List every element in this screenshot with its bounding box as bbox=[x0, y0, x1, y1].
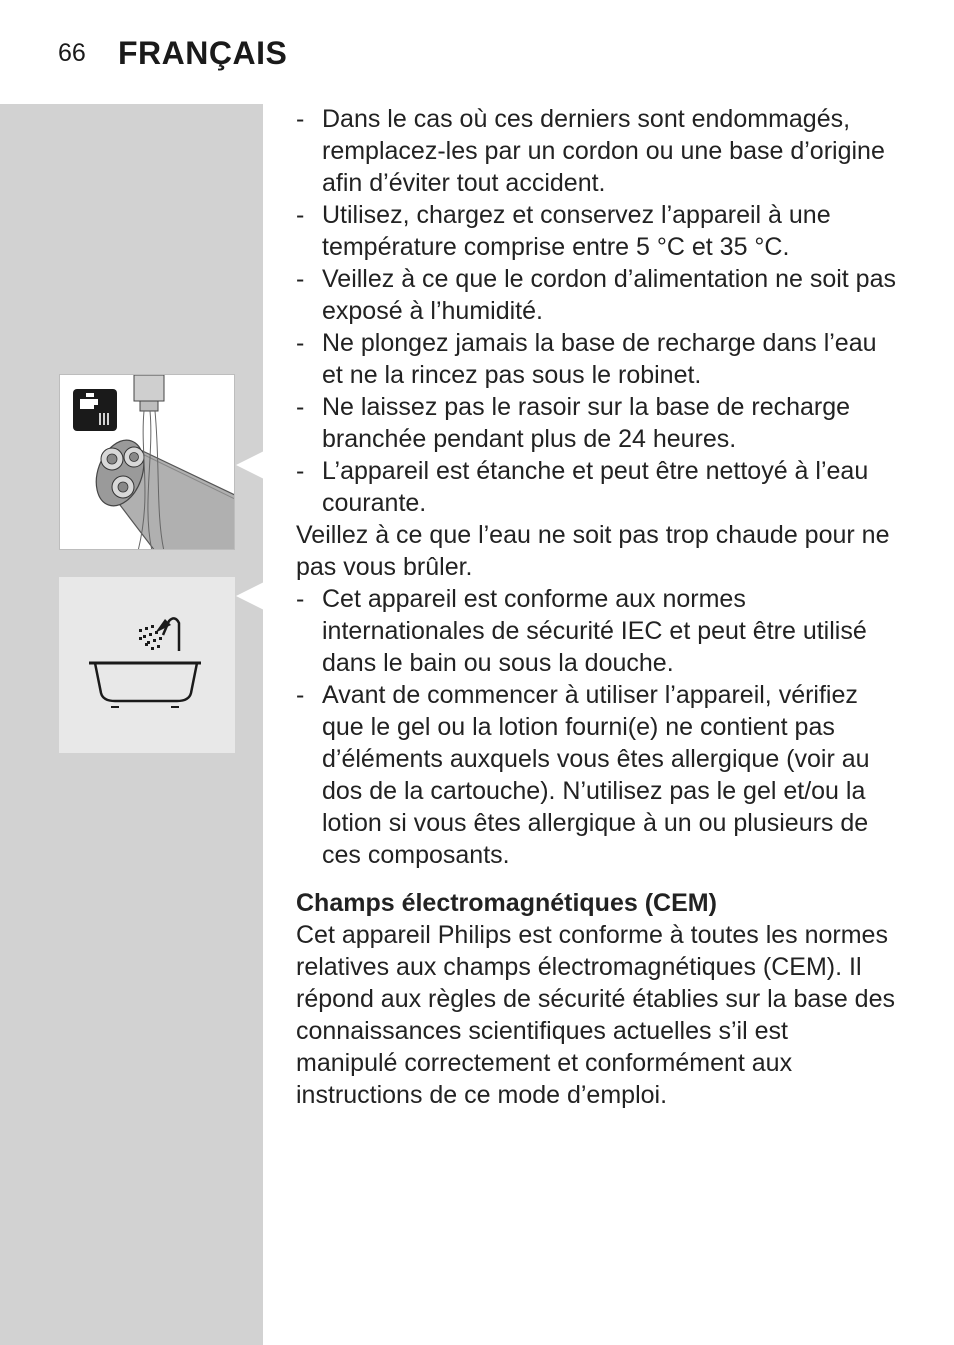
list-item-text: Avant de commencer à utiliser l’appareil, vérifiez que le gel ou la lotion fourni(e) ne contient pas d’éléments auxquels vous êtes allergique (voir au dos de la cartouche). N’utilisez pas le gel et/ou la lotion si vous êtes allergique à un ou plusieurs de ces composants. bbox=[322, 681, 870, 869]
bullet-dash: - bbox=[296, 585, 305, 613]
bathtub-shower-icon bbox=[59, 577, 235, 753]
list-item bbox=[296, 679, 896, 871]
list-item-text: Veillez à ce que le cordon d’alimentation ne soit pas exposé à l’humidité. bbox=[322, 265, 896, 325]
faucet-rinse-icon bbox=[73, 389, 117, 431]
safety-bullet-list bbox=[296, 103, 896, 519]
list-item bbox=[296, 263, 896, 327]
bullet-dash: - bbox=[296, 329, 305, 357]
list-item bbox=[296, 199, 896, 263]
list-item-text: L’appareil est étanche et peut être nettoyé à l’eau courante. bbox=[322, 457, 869, 517]
list-item bbox=[296, 327, 896, 391]
list-item bbox=[296, 583, 896, 679]
emf-paragraph: Cet appareil Philips est conforme à toutes les normes relatives aux champs électromagnétiques (CEM). Il répond aux règles de sécurité établies sur la base des connaissances scientifiques actuelles s’il est manipulé correctement et conformément aux instructions de ce mode d’emploi. bbox=[296, 921, 895, 1109]
shaver-rinse-illustration bbox=[60, 375, 235, 550]
figure-shaver-rinse bbox=[59, 374, 235, 550]
list-item bbox=[296, 455, 896, 519]
figure-pointer bbox=[236, 582, 264, 610]
list-item-text: Ne plongez jamais la base de recharge dans l’eau et ne la rincez pas sous le robinet. bbox=[322, 329, 877, 389]
list-item bbox=[296, 103, 896, 199]
list-item-text: Dans le cas où ces derniers sont endommagés, remplacez-les par un cordon ou une base d’origine afin d’éviter tout accident. bbox=[322, 105, 885, 197]
emf-heading: Champs électromagnétiques (CEM) bbox=[296, 889, 717, 917]
main-content bbox=[296, 103, 896, 1111]
list-item bbox=[296, 391, 896, 455]
bullet-dash: - bbox=[296, 457, 305, 485]
list-item-text: Cet appareil est conforme aux normes internationales de sécurité IEC et peut être utilisé dans le bain ou sous la douche. bbox=[322, 585, 867, 677]
list-item-text: Ne laissez pas le rasoir sur la base de recharge branchée pendant plus de 24 heures. bbox=[322, 393, 851, 453]
page-header bbox=[0, 0, 954, 104]
bullet-dash: - bbox=[296, 105, 305, 133]
bullet-dash: - bbox=[296, 681, 305, 709]
bullet-dash: - bbox=[296, 201, 305, 229]
bullet-dash: - bbox=[296, 265, 305, 293]
water-temperature-paragraph: Veillez à ce que l’eau ne soit pas trop chaude pour ne pas vous brûler. bbox=[296, 521, 890, 581]
bullet-dash: - bbox=[296, 393, 305, 421]
safety-bullet-list bbox=[296, 583, 896, 871]
page-number: 66 bbox=[58, 39, 86, 67]
section-title: FRANÇAIS bbox=[118, 35, 288, 71]
list-item-text: Utilisez, chargez et conservez l’appareil à une température comprise entre 5 °C et 35 °C. bbox=[322, 201, 831, 261]
figure-bath-shower bbox=[59, 577, 235, 753]
figure-pointer bbox=[236, 451, 264, 479]
